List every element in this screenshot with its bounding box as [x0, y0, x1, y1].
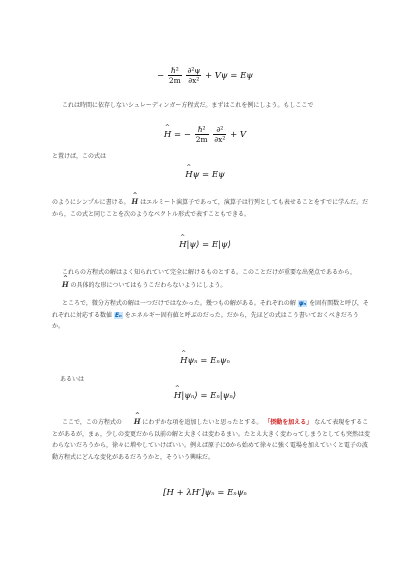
- equation-rhs: + Vψ = Eψ: [204, 71, 253, 81]
- paragraph-3: [52, 196, 370, 220]
- paragraph-1: これは時間に依存しないシュレーディンガー方程式だ。まずはこれを例にしよう。もしここで: [62, 102, 314, 109]
- text: これらの方程式の解はよく知られていて完全に解けるものとする。このことだけが重要な出発点であるから，: [62, 269, 357, 276]
- hamiltonian-symbol: ^ H: [52, 279, 69, 291]
- equation-schrodinger: [0, 66, 410, 85]
- paragraph-6: あるいは: [60, 376, 85, 383]
- hamiltonian-symbol: ^ H: [164, 130, 171, 140]
- hamiltonian-symbol: ^ H: [124, 416, 141, 428]
- fraction-hbar: $\frac{\text{ℏ²}}{2m}$: [168, 66, 181, 85]
- fraction-derivative: $\frac{\text{∂²ψ}}{\text{∂x²}}$: [187, 66, 201, 85]
- hamiltonian-symbol: ^ H: [179, 240, 186, 250]
- equation-short-form: [0, 170, 410, 180]
- equation-text: [H + λH′]ψₙ = Eₙψₙ: [163, 488, 247, 498]
- equation-eigen: [0, 356, 410, 366]
- text: ところで，微分方程式の解は一つだけではなかった。幾つもの解がある。それぞれの解: [62, 300, 296, 307]
- hamiltonian-symbol: ^ H: [174, 391, 181, 401]
- paragraph-4: [52, 267, 370, 291]
- minus-sign: −: [157, 71, 165, 81]
- highlighted-eigenvalue-symbol: Eₙ: [114, 311, 122, 319]
- text: にわずかな項を追加したいと思ったとする。: [142, 419, 263, 426]
- text: の具体的な形についてはもうこだわらないようにしよう。: [70, 281, 227, 289]
- equation-text: |ψₙ⟩ = Eₙ|ψₙ⟩: [181, 391, 237, 401]
- text: をエネルギー固有値と呼ぶのだった。だから，先ほどの式はこう書いておくべきだろうか。: [52, 311, 359, 330]
- hamiltonian-symbol: ^ H: [132, 196, 139, 208]
- paragraph-2: と置けば，この式は: [52, 153, 107, 160]
- text: はエルミート演算子であって，演算子は行列としても表せることをすでに学んだ。だから，この式と同じことを次のようなベクトル形式で表すこともできる。: [52, 199, 369, 218]
- text: なんて表現をすることがあるが，まぁ，少しの変更だから以前の解と大きくは変わるまい。たとえ大きく変わってしまうとしても突然は変わらないだろうから，徐々に増やしていけばいい。例えば原子に0から始めて徐々に強く電場を加えていくと電子の波動方程式にどんな変化があるだろうかと，そういう興味だ。: [52, 419, 370, 461]
- fraction-hbar-2: $\frac{\text{ℏ²}}{2m}$: [195, 125, 208, 144]
- paragraph-7: [52, 416, 370, 463]
- paragraph-5: [52, 298, 370, 333]
- equation-vector-form: [0, 240, 410, 250]
- text: ここで，この方程式の: [62, 419, 122, 426]
- hamiltonian-symbol: ^ H: [180, 356, 187, 366]
- equation-hamiltonian: [0, 125, 410, 144]
- text: のようにシンプルに書ける。: [52, 199, 130, 206]
- equation-text: |ψ⟩ = E|ψ⟩: [186, 240, 231, 250]
- text: を固有関数と呼び，それぞれに対応する数値: [52, 300, 369, 319]
- fraction-derivative-2: $\frac{\text{∂²}}{\text{∂x²}}$: [214, 125, 226, 144]
- highlighted-eigenfunction-symbol: ψₙ: [298, 300, 307, 307]
- equation-text: ψ = Eψ: [192, 170, 225, 180]
- equation-rhs-2: + V: [230, 130, 247, 140]
- equation-eigen-ket: [0, 391, 410, 401]
- hamiltonian-symbol: ^ H: [185, 170, 192, 180]
- perturbation-emphasis: 「摂動を加える」: [264, 419, 313, 426]
- equals-minus: = −: [174, 130, 191, 140]
- equation-text: ψₙ = Eₙψₙ: [187, 356, 230, 366]
- equation-perturbed: [0, 488, 410, 498]
